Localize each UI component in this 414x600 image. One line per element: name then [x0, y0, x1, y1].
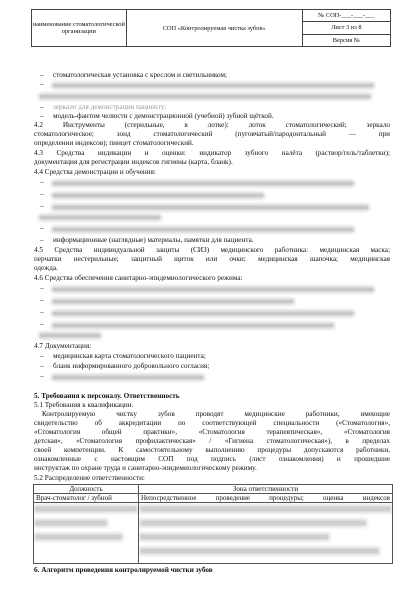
bullet-dash: – [40, 202, 44, 210]
bullet-dash: – [40, 190, 44, 198]
paragraph-line: свидетельство об аккредитации по соответствующей специальности («Стоматология», [34, 419, 390, 427]
section-5-heading: 5. Требования к персоналу. Ответственность [34, 392, 180, 400]
section-4-2-line: определении индексов); пинцет стоматологический. [34, 139, 194, 147]
paragraph-line: Контролируемую чистку зубов проводят медицинские работники, имеющие [42, 410, 390, 418]
section-6-heading: 6. Алгоритм проведения контролируемой чистки зубов [34, 566, 213, 574]
list-item: модель-фантом челюсти с демонстрационной (учебной) зубной щёткой. [53, 112, 274, 120]
redacted-line [53, 288, 373, 291]
redacted-line [40, 216, 160, 219]
bullet-dash: – [40, 284, 44, 292]
bullet-dash: – [40, 112, 44, 120]
section-4-3: 4.3 Средства индикации и оценки: индикатор зубного налёта (раствор/гель/таблетки); [34, 149, 390, 157]
section-5-2: 5.2 Распределение ответственности: [34, 474, 145, 482]
redacted-line [53, 300, 293, 303]
redacted-line [40, 95, 370, 98]
section-4-6: 4.6 Средства обеспечения санитарно-эпидемиологического режима: [34, 274, 243, 282]
redacted-line [36, 521, 106, 525]
table-cell-redacted [139, 503, 393, 564]
redacted-line [53, 228, 353, 231]
section-4-5: 4.5 Средства индивидуальной защиты (СИЗ) медицинского работника: медицинская маска; [34, 246, 390, 254]
responsibility-table [33, 484, 393, 564]
paragraph-line: ознакомленные с настоящим СОП под подпись (лист ознакомления) и прошедшие [34, 455, 390, 463]
bullet-dash: – [40, 308, 44, 316]
list-item: медицинская карта стоматологического пациента; [53, 352, 206, 360]
redacted-line [36, 535, 121, 539]
redacted-line [53, 194, 263, 197]
redacted-line [36, 507, 136, 511]
redacted-line [53, 312, 353, 315]
redacted-line [141, 507, 390, 511]
table-header-position: Должность [34, 485, 139, 494]
section-4-2-line: стоматологическое; зонд стоматологический (пуговчатый/пародонтальный — при [34, 130, 390, 138]
bullet-dash: – [40, 362, 44, 370]
redacted-line [53, 376, 203, 379]
redacted-line [141, 535, 328, 539]
table-cell-redacted [34, 503, 139, 564]
section-4-4: 4.4 Средства демонстрации и обучения: [34, 168, 156, 176]
section-4-3-line: документация для регистрации индексов гигиены (карта, бланк). [34, 158, 233, 166]
org-name-cell: наименование стоматологической организации [32, 10, 127, 47]
section-4-2: 4.2 Инструменты (стерильные, в лотке): лоток стоматологический; зеркало [34, 121, 390, 129]
list-item: зеркало для демонстрации пациенту; [53, 103, 167, 111]
section-4-7: 4.7 Документация: [34, 342, 92, 350]
list-item: стоматологическая установка с креслом и светильником; [53, 71, 228, 79]
list-item: бланк информированного добровольного согласия; [53, 362, 210, 370]
redacted-line [141, 549, 378, 553]
section-5-1: 5.1 Требования к квалификации. [34, 401, 134, 409]
bullet-dash: – [40, 320, 44, 328]
bullet-dash: – [40, 372, 44, 380]
section-4-5-line: одежда. [34, 264, 58, 272]
table-header-zone: Зона ответственности [139, 485, 393, 494]
paragraph-line: «Стоматология общей практики», «Стоматология терапевтическая», «Стоматология [34, 428, 390, 436]
bullet-dash: – [40, 352, 44, 360]
redacted-line [40, 334, 100, 337]
bullet-dash: – [40, 224, 44, 232]
paragraph-line: своей компетенции. К самостоятельному выполнению процедуры допускаются работники, [34, 446, 390, 454]
bullet-dash: – [40, 71, 44, 79]
bullet-dash: – [40, 178, 44, 186]
paragraph-line: инструктаж по охране труда и санитарно-эпидемиологическому режиму. [34, 464, 257, 472]
redacted-line [141, 521, 365, 525]
sop-number-cell: № СОП-___-___-___ [302, 10, 390, 22]
paragraph-line: детская», «Стоматология профилактическая» / «Гигиена стоматологическая»), в пределах [34, 437, 390, 445]
sop-title-cell: СОП «Контролируемая чистка зубов» [126, 10, 302, 47]
redacted-line [53, 182, 353, 185]
bullet-dash: – [40, 103, 44, 111]
redacted-line [53, 84, 373, 87]
header-table [31, 9, 391, 47]
redacted-line [53, 324, 333, 327]
table-cell-position: Врач-стоматолог / зубной [34, 494, 139, 503]
list-item: информационные (наглядные) материалы, памятки для пациента. [53, 236, 254, 244]
bullet-dash: – [40, 236, 44, 244]
sheet-cell: Лист 3 из 8 [302, 22, 390, 34]
redacted-line [53, 206, 368, 209]
bullet-dash: – [40, 80, 44, 88]
bullet-dash: – [40, 296, 44, 304]
section-4-5-line: перчатки нестерильные; защитный щиток или очки; медицинская шапочка; медицинская [34, 255, 390, 263]
table-cell-zone: Непосредственное проведение процедуры; оценка индексов [139, 494, 393, 503]
version-cell: Версия № [302, 34, 390, 46]
